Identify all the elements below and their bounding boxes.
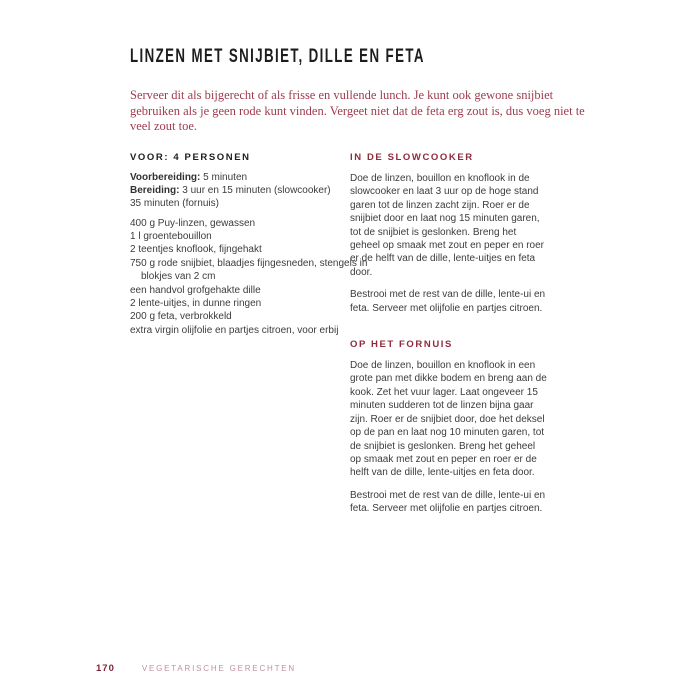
page-number: 170 <box>96 663 115 674</box>
method-paragraph: Bestrooi met de rest van de dille, lente-ui en feta. Serveer met olijfolie en partjes citroen. <box>350 489 546 515</box>
page-footer <box>96 663 296 674</box>
prep-label: Bereiding: <box>130 185 180 197</box>
method-section-slowcooker <box>350 152 548 315</box>
ingredients-column <box>130 152 368 337</box>
prep-time-line <box>130 184 368 197</box>
prep-label: Voorbereiding: <box>130 172 201 183</box>
method-heading-fornuis: OP HET FORNUIS <box>350 339 453 351</box>
prep-value: 3 uur en 15 minuten (slowcooker) <box>179 185 331 197</box>
recipe-title: LINZEN MET SNIJBIET, DILLE EN FETA <box>130 46 425 67</box>
ingredient-item: een handvol grofgehakte dille <box>130 284 261 296</box>
prep-time-line <box>130 197 368 210</box>
method-column <box>350 152 548 525</box>
method-paragraph: Doe de linzen, bouillon en knoflook in een grote pan met dikke bodem en breng aan de kook. Zet het vuur lager. Laat ongeveer 15 minuten sudderen tot de linzen bijna gaar zijn. Roer er de snijbiet door, doe het deksel op de pan en laat nog 10 minuten garen, tot de snijbiet is geslonken. Breng het geheel op smaak met zout en peper en roer er de helft van de dille, lente-uitjes en feta door. <box>350 360 547 479</box>
prep-value: 5 minuten <box>200 172 248 183</box>
ingredient-item: 400 g Puy-linzen, gewassen <box>130 217 256 229</box>
prep-times <box>130 171 368 211</box>
ingredient-item: 2 teentjes knoflook, fijngehakt <box>130 244 262 256</box>
ingredient-item: 2 lente-uitjes, in dunne ringen <box>130 298 262 310</box>
method-section-fornuis <box>350 339 548 515</box>
prep-value: 35 minuten (fornuis) <box>130 198 219 210</box>
serves-header: VOOR: 4 PERSONEN <box>130 152 251 163</box>
chapter-label: VEGETARISCHE GERECHTEN <box>141 664 296 673</box>
ingredient-item: 750 g rode snijbiet, blaadjes fijngesneden, stengels in blokjes van 2 cm <box>130 257 368 283</box>
ingredient-list <box>130 217 368 338</box>
method-paragraph: Bestrooi met de rest van de dille, lente-ui en feta. Serveer met olijfolie en partjes citroen. <box>350 289 546 314</box>
prep-time-line <box>130 171 368 184</box>
recipe-intro: Serveer dit als bijgerecht of als frisse en vullende lunch. Je kunt ook gewone snijbiet gebruiken als je geen rode kunt vinden. Vergeet niet dat de feta erg zout is, dus voeg niet te veel zout toe. <box>130 88 585 134</box>
ingredient-item: 1 l groentebouillon <box>130 231 212 243</box>
method-heading-slowcooker: IN DE SLOWCOOKER <box>350 152 474 163</box>
ingredient-item: extra virgin olijfolie en partjes citroen, voor erbij <box>130 324 339 336</box>
method-paragraph: Doe de linzen, bouillon en knoflook in de slowcooker en laat 3 uur op de hoge stand garen tot de linzen zacht zijn. Roer er de snijbiet door en laat nog 15 minuten garen, tot de snijbiet is geslonken. Breng het geheel op smaak met zout en peper en roer er de helft van de dille, lente-uitjes en feta door. <box>350 173 545 278</box>
ingredient-item: 200 g feta, verbrokkeld <box>130 311 232 323</box>
